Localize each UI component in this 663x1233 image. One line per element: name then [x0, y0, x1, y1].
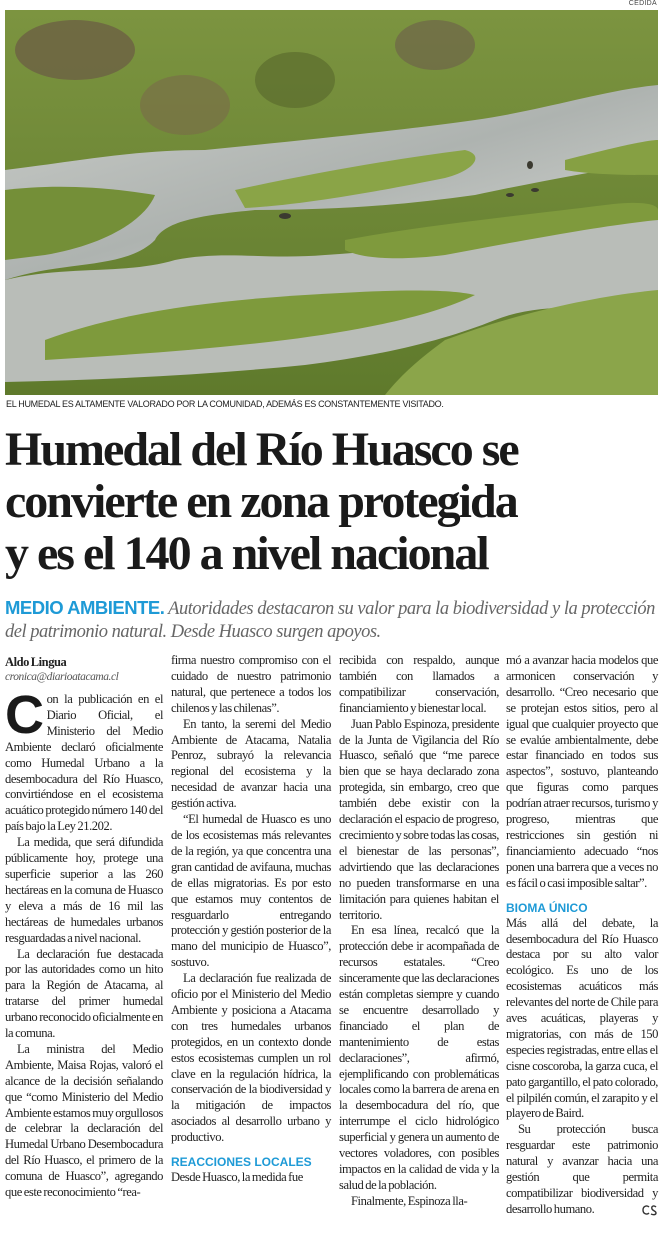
drop-cap: C: [5, 685, 44, 745]
paragraph-text: Su protección busca resguardar este patrimonio natural y avanzar hacia una gestión que permita compatibilizar biodiversidad y desarrollo humano.: [506, 1122, 658, 1216]
paragraph: recibida con respaldo, aunque también con llamados a compatibilizar conservación, financiamiento y bienestar local.: [339, 653, 499, 715]
wetland-photo: [5, 10, 658, 395]
paragraph-text: on la publicación en el Diario Oficial, el Ministerio del Medio Ambiente declaró oficialmente como Humedal Urbano a la desembocadura del Río Huasco, convirtiéndose en el ecosistema acuático protegido número 140 del país bajo la Ley 21.202.: [5, 692, 163, 834]
section-kicker: MEDIO AMBIENTE.: [5, 597, 165, 618]
headline: [5, 424, 663, 580]
paragraph: En tanto, la seremi del Medio Ambiente de Atacama, Natalia Penroz, subrayó la relevancia regional del ecosistema y la necesidad de avanzar hacia una gestión activa.: [171, 716, 331, 811]
headline-line: convierte en zona protegida: [5, 475, 517, 528]
article-column-3: [339, 653, 499, 1210]
wetland-photo-image: [5, 10, 658, 395]
deck: [5, 596, 660, 644]
headline-line: y es el 140 a nivel nacional: [5, 527, 488, 580]
end-mark-icon: [630, 1204, 658, 1221]
paragraph: mó a avanzar hacia modelos que armonicen conservación y desarrollo. “Creo necesario que se protejan estos sitios, pero al igual que cualquier proyecto que se evalúe ambientalmente, debe estar financiado en todos sus aspectos”, sostuvo, planteando que figuras como parques podrían atraer recursos, turismo y progreso, mientras que restricciones sin gestión ni financiamiento adecuado “nos ponen una barrera que a veces no es fácil o casi imposible saltar”.: [506, 653, 658, 890]
section-heading: REACCIONES LOCALES: [171, 1155, 312, 1170]
photo-caption: EL HUMEDAL ES ALTAMENTE VALORADO POR LA COMUNIDAD, ADEMÁS ES CONSTANTEMENTE VISITADO.: [6, 399, 444, 409]
article-column-4: [506, 653, 658, 1221]
paragraph: La declaración fue realizada de oficio por el Ministerio del Medio Ambiente y posiciona a Atacama con tres humedales urbanos protegidos, en un contexto donde estos ecosistemas cumplen un rol clave en la regulación hídrica, la conservación de la biodiversidad y la mitigación de impactos asociados al desarrollo urbano y productivo.: [171, 971, 331, 1145]
section-heading: BIOMA ÚNICO: [506, 900, 588, 915]
article-column-2: [171, 653, 331, 1186]
paragraph: Más allá del debate, la desembocadura del Río Huasco destaca por su alto valor ecológico. Es uno de los ecosistemas acuáticos más relevantes del norte de Chile para aves acuáticas, playeras y migratorias, con más de 150 especies registradas, entre ellas el cisne coscoroba, la garza cuca, el pato gargantillo, el pato colorado, el pilpilén común, el zarapito y el playero de Baird.: [506, 915, 658, 1121]
deck-text: Autoridades destacaron su valor para la biodiversidad y la protección del patrimonio natural. Desde Huasco surgen apoyos.: [5, 599, 655, 642]
paragraph: Finalmente, Espinoza lla-: [351, 1193, 468, 1208]
paragraph: En esa línea, recalcó que la protección debe ir acompañada de recursos estatales. “Creo sinceramente que las declaraciones están completas siempre y cuando se encuentre desarrollado y financiado el plan de mantenimiento de estas declaraciones”, afirmó, ejemplificando con problemáticas locales como la barrera de arena en la desembocadura del río, que interrumpe el ciclo hidrológico superficial y genera un aumento de vectores voladores, con posibles impactos en la calidad de vida y la salud de la población.: [339, 923, 499, 1192]
paragraph: La ministra del Medio Ambiente, Maisa Rojas, valoró el alcance de la decisión señalando que “como Ministerio del Medio Ambiente estamos muy orgullosos de celebrar la declaración del Humedal Urbano Desembocadura del Río Huasco, el primero de la comuna de Huasco”, agregando que este reconocimiento “rea-: [5, 1041, 163, 1200]
headline-line: Humedal del Río Huasco se: [5, 423, 518, 476]
paragraph: Desde Huasco, la medida fue: [171, 1170, 303, 1185]
paragraph: [5, 685, 163, 835]
paragraph: Juan Pablo Espinoza, presidente de la Junta de Vigilancia del Río Huasco, señaló que “me parece bien que se haya declarado zona protegida, sin embargo, creo que también debe existir con la declaración el espacio de progreso, crecimiento y sobre todas las cosas, el bienestar de las personas”, advirtiendo que las declaraciones no pueden transformarse en una limitación para quienes habitan el territorio.: [339, 716, 499, 922]
photo-credit: CEDIDA: [628, 0, 657, 7]
paragraph: firma nuestro compromiso con el cuidado de nuestro patrimonio natural, que pertenece a todos los chilenos y las chilenas”.: [171, 653, 331, 715]
byline-email[interactable]: cronica@diarioatacama.cl: [5, 671, 119, 683]
article-column-1: [5, 653, 163, 1201]
byline-author: Aldo Lingua: [5, 655, 67, 669]
paragraph: “El humedal de Huasco es uno de los ecosistemas más relevantes de la región, ya que concentra una gran cantidad de avifauna, muchas de ellas migratorias. Es por esto que estamos muy contentos de resguardarlo entregando protección y gestión posterior de la mano del municipio de Huasco”, sostuvo.: [171, 812, 331, 970]
paragraph: La declaración fue destacada por las autoridades como un hito para la Región de Atacama, al tratarse del primer humedal urbano reconocido oficialmente en la comuna.: [5, 946, 163, 1041]
paragraph: La medida, que será difundida públicamente hoy, protege una superficie superior a las 260 hectáreas en la comuna de Huasco y eleva a más de 16 mil las hectáreas de humedales urbanos resguardadas a nivel nacional.: [5, 835, 163, 945]
paragraph: [506, 1122, 658, 1217]
